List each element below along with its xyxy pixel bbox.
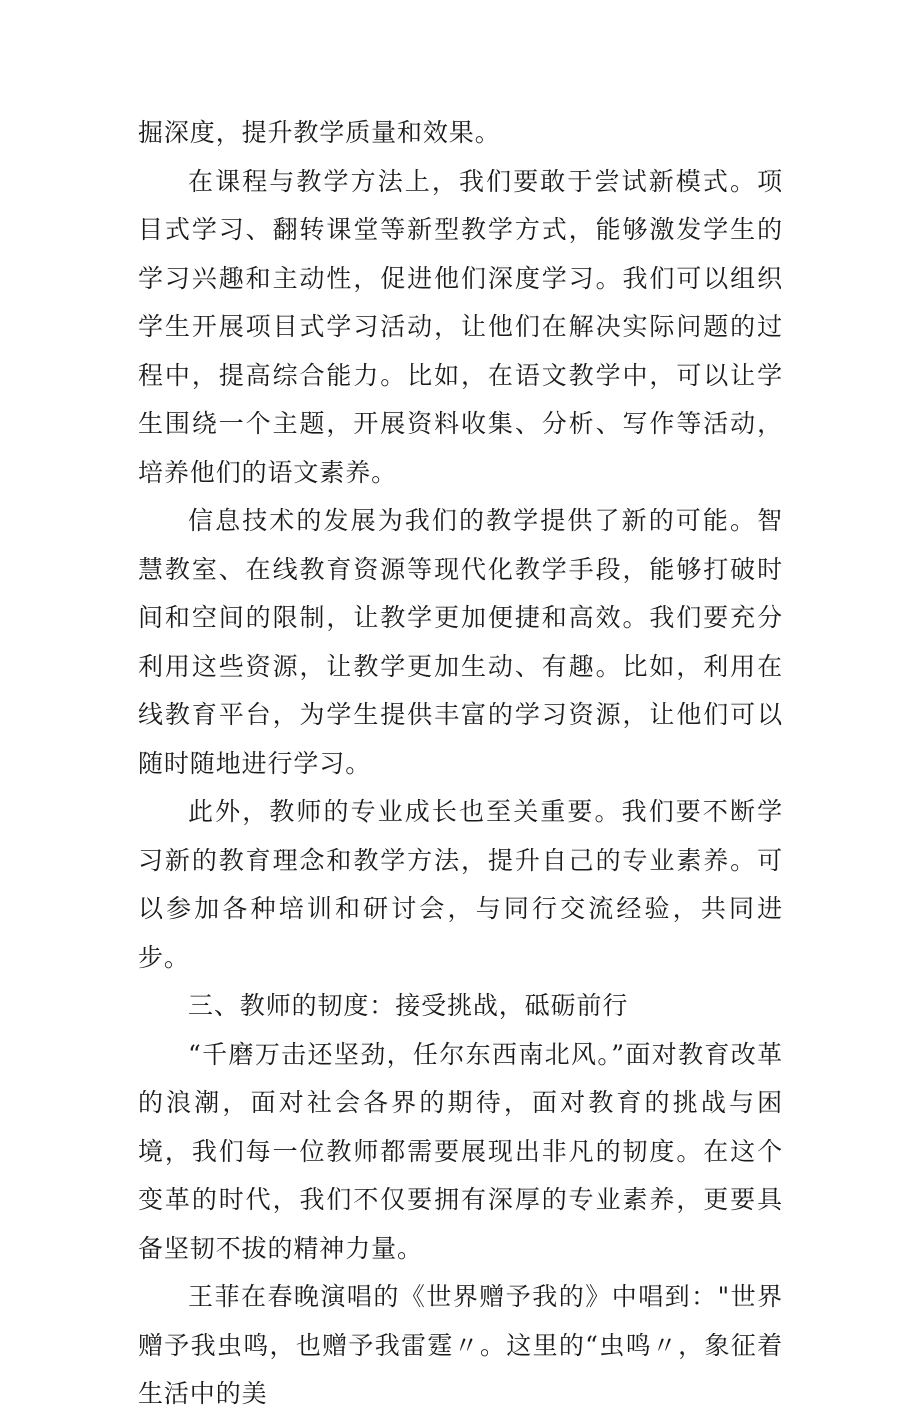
paragraph-song-reference: 王菲在春晚演唱的《世界赠予我的》中唱到："世界赠予我虫鸣，也赠予我雷霆〃。这里的“虫鸣〃，象征着生活中的美	[138, 1282, 783, 1408]
section-heading-resilience: 三、教师的韧度：接受挑战，砥砺前行	[188, 991, 629, 1020]
paragraph-information-technology: 信息技术的发展为我们的教学提供了新的可能。智慧教室、在线教育资源等现代化教学手段，能够打破时间和空间的限制，让教学更加便捷和高效。我们要充分利用这些资源，让教学更加生动、有趣。比如，利用在线教育平台，为学生提供丰富的学习资源，让他们可以随时随地进行学习。	[138, 506, 783, 778]
paragraph-continuation: 掘深度，提升教学质量和效果。	[138, 118, 501, 147]
paragraph-resilience-quote: “千磨万击还坚劲，任尔东西南北风。”面对教育改革的浪潮，面对社会各界的期待，面对教育的挑战与困境，我们每一位教师都需要展现出非凡的韧度。在这个变革的时代，我们不仅要拥有深厚的专业素养，更要具备坚韧不拔的精神力量。	[138, 1039, 783, 1263]
document-body	[138, 109, 783, 1419]
paragraph-professional-growth: 此外，教师的专业成长也至关重要。我们要不断学习新的教育理念和教学方法，提升自己的专业素养。可以参加各种培训和研讨会，与同行交流经验，共同进步。	[138, 797, 783, 972]
paragraph-teaching-methods: 在课程与教学方法上，我们要敢于尝试新模式。项目式学习、翻转课堂等新型教学方式，能够激发学生的学习兴趣和主动性，促进他们深度学习。我们可以组织学生开展项目式学习活动，让他们在解决实际问题的过程中，提高综合能力。比如，在语文教学中，可以让学生围绕一个主题，开展资料收集、分析、写作等活动，培养他们的语文素养。	[138, 166, 783, 487]
